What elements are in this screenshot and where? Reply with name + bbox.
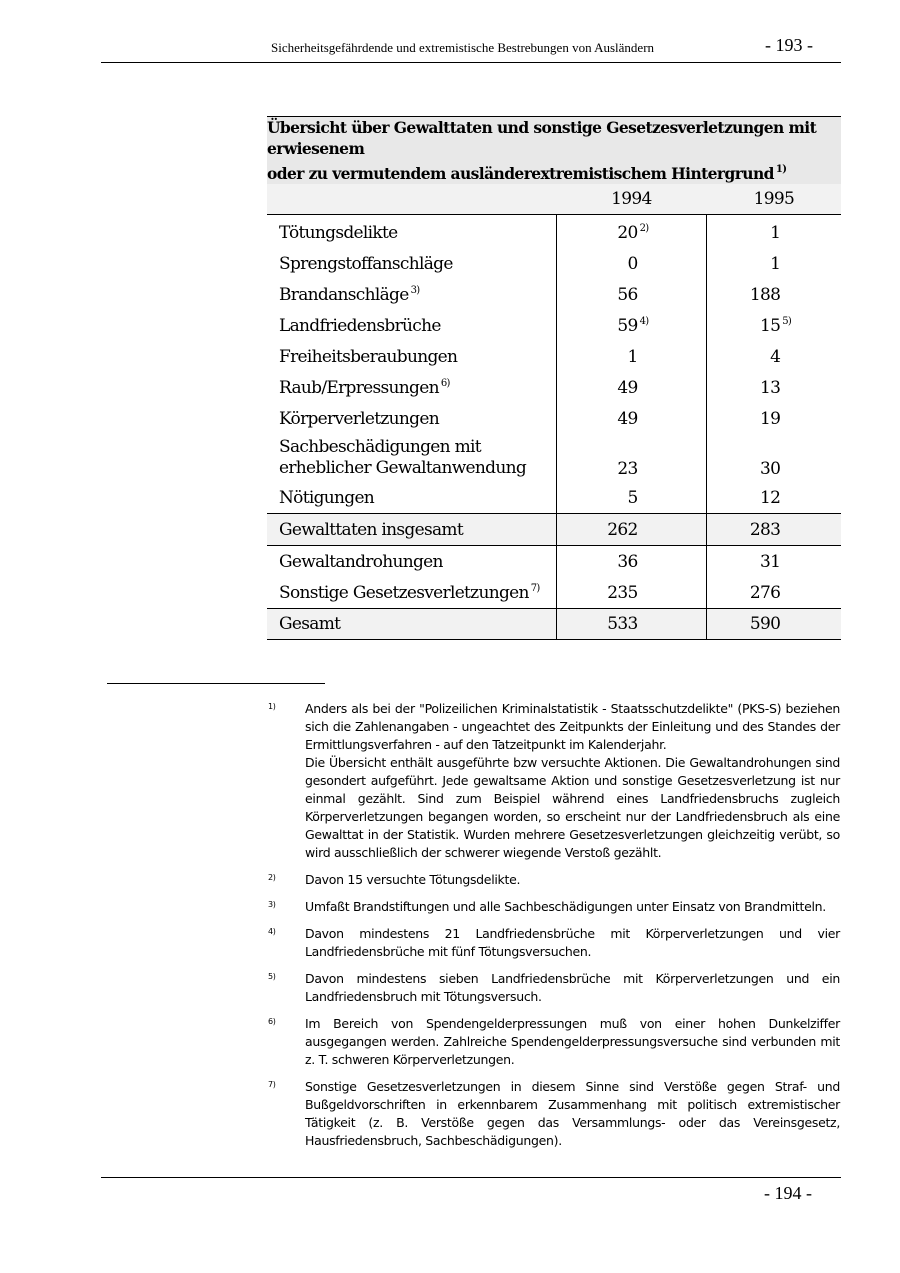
footnote-text: Die Übersicht enthält ausgeführte bzw versuchte Aktionen. Die Gewaltandrohungen sind gesondert aufgeführt. Jede gewaltsame Aktion und sonstige Gesetzesverletzung ist nur einmal gezählt. Sind zum Beispiel während eines Landfriedensbruchs zugleich Körperverletzungen begangen worden, so erscheint nur der Landfriedensbruch als eine Gewalttat in der Statistik. Wurden mehrere Gesetzesverletzungen gleichzeitig verübt, so wird ausschließlich der schwerer wiegende Verstoß gezählt. bbox=[305, 755, 840, 860]
row-label: Sachbeschädigungen mit erheblicher Gewaltanwendung bbox=[267, 434, 556, 482]
footnote-mark: 2) bbox=[268, 873, 276, 882]
value-1994: 5 bbox=[556, 482, 707, 514]
subtotal-row bbox=[267, 514, 841, 546]
table-title-row bbox=[267, 117, 841, 185]
row-label: Tötungsdelikte bbox=[267, 215, 556, 249]
value-1994: 56 bbox=[556, 279, 707, 310]
value-1994: 20 $^{2)}$ bbox=[556, 215, 707, 249]
footnote-mark: 5) bbox=[268, 972, 276, 981]
footnote-ref: 3) bbox=[410, 284, 420, 296]
table-row bbox=[267, 372, 841, 403]
footnote-text: Davon mindestens 21 Landfriedensbrüche mit Körperverletzungen und vier Landfriedensbrüche mit fünf Tötungsversuchen. bbox=[305, 926, 840, 959]
table-row bbox=[267, 310, 841, 341]
table-row bbox=[267, 482, 841, 514]
footnote-text: Sonstige Gesetzesverletzungen in diesem Sinne sind Verstöße gegen Straf- und Bußgeldvorschriften in erkennbarem Zusammenhang mit politisch extremistischer Tätigkeit (z. B. Verstöße gegen das Versammlungs- oder das Vereinsgesetz, Hausfriedensbruch, Sachbeschädigungen). bbox=[305, 1079, 840, 1148]
value-1995: 15 $^{5)}$ bbox=[760, 315, 792, 336]
value-1994: 23 bbox=[556, 434, 707, 482]
value-1995: 30 bbox=[760, 459, 781, 479]
table-row bbox=[267, 248, 841, 279]
footnote bbox=[268, 700, 840, 862]
header-title: Sicherheitsgefährdende und extremistische Bestrebungen von Ausländern bbox=[271, 40, 655, 55]
table-row bbox=[267, 279, 841, 310]
footer-page-number: - 194 - bbox=[764, 1183, 812, 1203]
header-page-number: - 193 - bbox=[765, 35, 813, 55]
value-1995: 4 bbox=[770, 346, 781, 367]
footnote-ref: 5) bbox=[782, 315, 792, 327]
footnote-mark: 1) bbox=[268, 702, 276, 711]
value-1995: 19 bbox=[760, 408, 781, 429]
page-header bbox=[101, 30, 841, 63]
value-1994: 533 bbox=[556, 609, 707, 640]
footnote-text: Davon mindestens sieben Landfriedensbrüche mit Körperverletzungen und ein Landfriedensbruch mit Tötungsversuch. bbox=[305, 971, 840, 1004]
value-1994: 49 bbox=[556, 372, 707, 403]
table-header-row bbox=[267, 184, 841, 215]
column-header-1995: 1995 bbox=[707, 184, 841, 215]
row-label: Nötigungen bbox=[267, 482, 556, 514]
value-1994: 262 bbox=[556, 514, 707, 546]
statistics-table bbox=[267, 116, 841, 640]
value-1995: 188 bbox=[749, 284, 781, 305]
footnote-ref: 1) bbox=[775, 164, 787, 175]
footnote-text: Anders als bei der "Polizeilichen Kriminalstatistik - Staatsschutzdelikte" (PKS-S) beziehen sich die Zahlenangaben - ungeachtet des Zeitpunkts der Einleitung und des Standes der Ermittlungsverfahren - auf den Tatzeitpunkt im Kalenderjahr. bbox=[305, 701, 840, 752]
footnote-text: Umfaßt Brandstiftungen und alle Sachbeschädigungen unter Einsatz von Brandmitteln. bbox=[305, 899, 826, 914]
table-row bbox=[267, 577, 841, 609]
row-label: Raub/Erpressungen $^{6)}$ bbox=[267, 372, 556, 403]
table-row bbox=[267, 341, 841, 372]
footnote bbox=[268, 1078, 840, 1150]
value-1995: 1 bbox=[770, 222, 781, 243]
footnote bbox=[268, 970, 840, 1006]
footnote-mark: 3) bbox=[268, 900, 276, 909]
value-1994: 59 $^{4)}$ bbox=[556, 310, 707, 341]
value-1995: 13 bbox=[760, 377, 781, 398]
footnote-ref: 6) bbox=[440, 377, 450, 389]
value-1995: 283 bbox=[707, 514, 841, 546]
table-row bbox=[267, 434, 841, 482]
table-row bbox=[267, 215, 841, 249]
row-label: Brandanschläge $^{3)}$ bbox=[267, 279, 556, 310]
row-label: Körperverletzungen bbox=[267, 403, 556, 434]
value-1995: 31 bbox=[760, 551, 781, 572]
footnote-ref: 4) bbox=[639, 315, 649, 327]
footnote bbox=[268, 1015, 840, 1069]
value-1994: 49 bbox=[556, 403, 707, 434]
footer-divider bbox=[101, 1177, 841, 1178]
value-1995: 276 bbox=[749, 582, 781, 603]
value-1995: 590 bbox=[707, 609, 841, 640]
value-1994: 235 bbox=[556, 577, 707, 609]
value-1995: 1 bbox=[770, 253, 781, 274]
table-row bbox=[267, 546, 841, 578]
row-label: Landfriedensbrüche bbox=[267, 310, 556, 341]
row-label: Sonstige Gesetzesverletzungen $^{7)}$ bbox=[267, 577, 556, 609]
row-label: Gewalttaten insgesamt bbox=[267, 514, 556, 546]
value-1994: 1 bbox=[556, 341, 707, 372]
footnote bbox=[268, 871, 840, 889]
footnote-mark: 7) bbox=[268, 1080, 276, 1089]
total-row bbox=[267, 609, 841, 640]
row-label: Gesamt bbox=[267, 609, 556, 640]
footnotes bbox=[268, 700, 840, 1159]
table-row bbox=[267, 403, 841, 434]
footnote-mark: 4) bbox=[268, 927, 276, 936]
footnote-mark: 6) bbox=[268, 1017, 276, 1026]
row-label: Freiheitsberaubungen bbox=[267, 341, 556, 372]
footnote-text: Im Bereich von Spendengelderpressungen muß von einer hohen Dunkelziffer ausgegangen werden. Zahlreiche Spendengelderpressungsversuche sind verbunden mit z. T. schweren Körperverletzungen. bbox=[305, 1016, 840, 1067]
column-header-1994: 1994 bbox=[556, 184, 707, 215]
table-title: Übersicht über Gewalttaten und sonstige Gesetzesverletzungen mit erwiesenem oder zu vermutendem ausländerextremistischem Hintergrund $^{1)}$ bbox=[267, 117, 841, 185]
value-1994: 0 bbox=[556, 248, 707, 279]
footnote-text: Davon 15 versuchte Tötungsdelikte. bbox=[305, 872, 521, 887]
footnote bbox=[268, 925, 840, 961]
row-label: Sprengstoffanschläge bbox=[267, 248, 556, 279]
footnote-ref: 2) bbox=[639, 222, 649, 234]
footnote bbox=[268, 898, 840, 916]
footnote-divider bbox=[107, 683, 325, 684]
value-1994: 36 bbox=[556, 546, 707, 578]
row-label: Gewaltandrohungen bbox=[267, 546, 556, 578]
footnote-ref: 7) bbox=[530, 582, 540, 594]
value-1995: 12 bbox=[760, 487, 781, 508]
